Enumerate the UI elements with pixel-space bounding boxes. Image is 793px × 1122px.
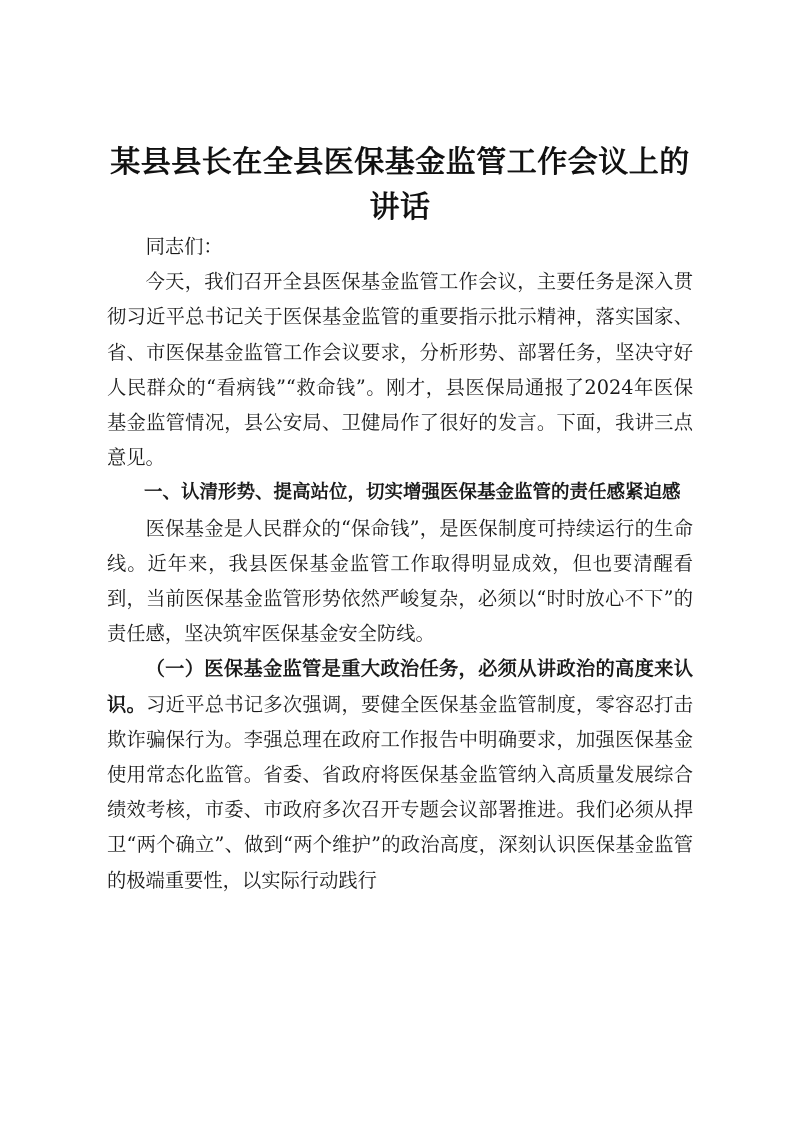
salutation: 同志们： [145, 235, 223, 258]
document-body [107, 229, 693, 898]
subsection-1-paragraph [107, 651, 693, 897]
intro-paragraph: 今天，我们召开全县医保基金监管工作会议，主要任务是深入贯彻习近平总书记关于医保基金监管的重要指示批示精神，落实国家、省、市医保基金监管工作会议要求，分析形势、部署任务，坚决守好人民群众的“看病钱”“救命钱”。刚才，县医保局通报了2024年医保基金监管情况，县公安局、卫健局作了很好的发言。下面，我讲三点意见。 [107, 270, 693, 470]
subsection-1-lead: （一）医保基金监管是重大政治任务，必须从讲政治的高度来认识。 [107, 657, 693, 716]
section-heading-1: 一、认清形势、提高站位，切实增强医保基金监管的责任感紧迫感 [144, 482, 681, 504]
document-title: 某县县长在全县医保基金监管工作会议上的讲话 [110, 145, 690, 225]
section-1-paragraph: 医保基金是人民群众的“保命钱”，是医保制度可持续运行的生命线。近年来，我县医保基金监管工作取得明显成效，但也要清醒看到，当前医保基金监管形势依然严峻复杂，必须以“时时放心不下”的责任感，坚决筑牢医保基金安全防线。 [107, 516, 693, 646]
subsection-1-text: 习近平总书记多次强调，要健全医保基金监管制度，零容忍打击欺诈骗保行为。李强总理在政府工作报告中明确要求，加强医保基金使用常态化监管。省委、省政府将医保基金监管纳入高质量发展综合绩效考核，市委、市政府多次召开专题会议部署推进。我们必须从捍卫“两个确立”、做到“两个维护”的政治高度，深刻认识医保基金监管的极端重要性，以实际行动践行 [107, 692, 694, 892]
